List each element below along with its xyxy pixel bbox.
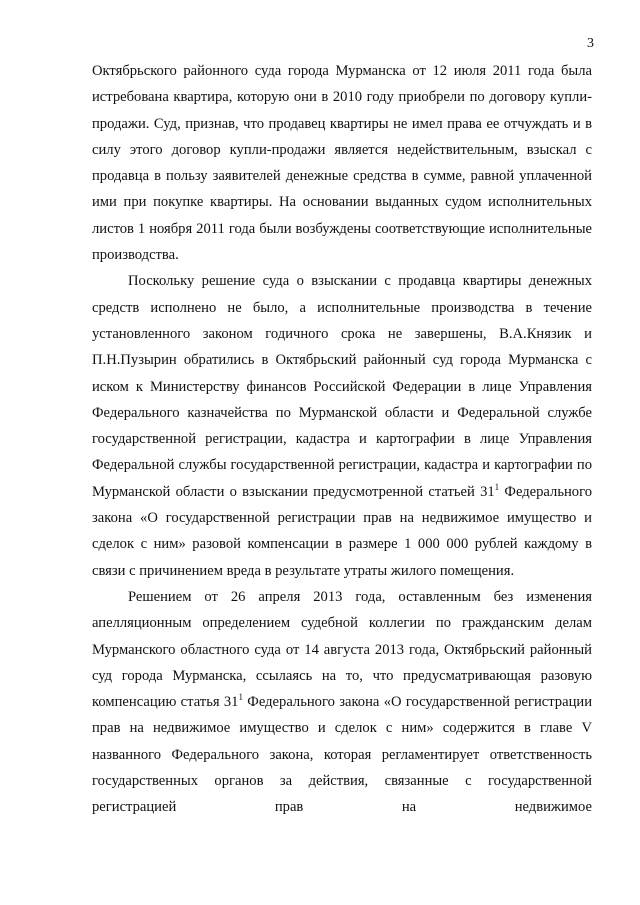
page-number: 3	[587, 36, 594, 51]
paragraph-2	[92, 268, 592, 584]
paragraph-3	[92, 584, 592, 821]
paragraph-3-text-before: Решением от 26 апреля 2013 года, оставленным без изменения апелляционным определением судебной коллегии по гражданским делам Мурманского областного суда от 14 августа 2013 года, Октябрьский районный суд города Мурманска, ссылаясь на то, что предусматривающая разовую компенсацию статья 31	[92, 588, 592, 711]
paragraph-3-text-after: Федерального закона «О государственной регистрации прав на недвижимое имущество и сделок с ним» содержится в главе V названного Федерального закона, которая регламентирует ответственность государственных органов за действия, связанные с государственной регистрацией прав на недвижимое	[92, 694, 593, 816]
paragraph-2-superscript: 1	[494, 481, 500, 492]
paragraph-2-text-before: Поскольку решение суда о взыскании с продавца квартиры денежных средств исполнено не было, а исполнительные производства в течение установленного законом годичного срока не завершены, В.А.Князик и П.Н.Пузырин обратились в Октябрьский районный суд города Мурманска с иском к Министерству финансов Российской Федерации в лице Управления Федерального казначейства по Мурманской области и Федеральной службе государственной регистрации, кадастра и картографии в лице Управления Федеральной службы государственной регистрации, кадастра и картографии по Мурманской области о взыскании предусмотренной статьей 31	[92, 273, 592, 500]
paragraph-2-text-after: Федерального закона «О государственной регистрации прав на недвижимое имущество и сделок с ним» разовой компенсации в размере 1 000 000 рублей каждому в связи с причинением вреда в результате утраты жилого помещения.	[92, 483, 593, 579]
document-body	[92, 58, 592, 821]
paragraph-1: Октябрьского районного суда города Мурманска от 12 июля 2011 года была истребована квартира, которую они в 2010 году приобрели по договору купли-продажи. Суд, признав, что продавец квартиры не имел права ее отчуждать и в силу этого договор купли-продажи является недействительным, взыскал с продавца в пользу заявителей денежные средства в сумме, равной уплаченной ими при покупке квартиры. На основании выданных судом исполнительных листов 1 ноября 2011 года были возбуждены соответствующие исполнительные производства.	[92, 63, 592, 264]
paragraph-3-superscript: 1	[238, 692, 243, 703]
